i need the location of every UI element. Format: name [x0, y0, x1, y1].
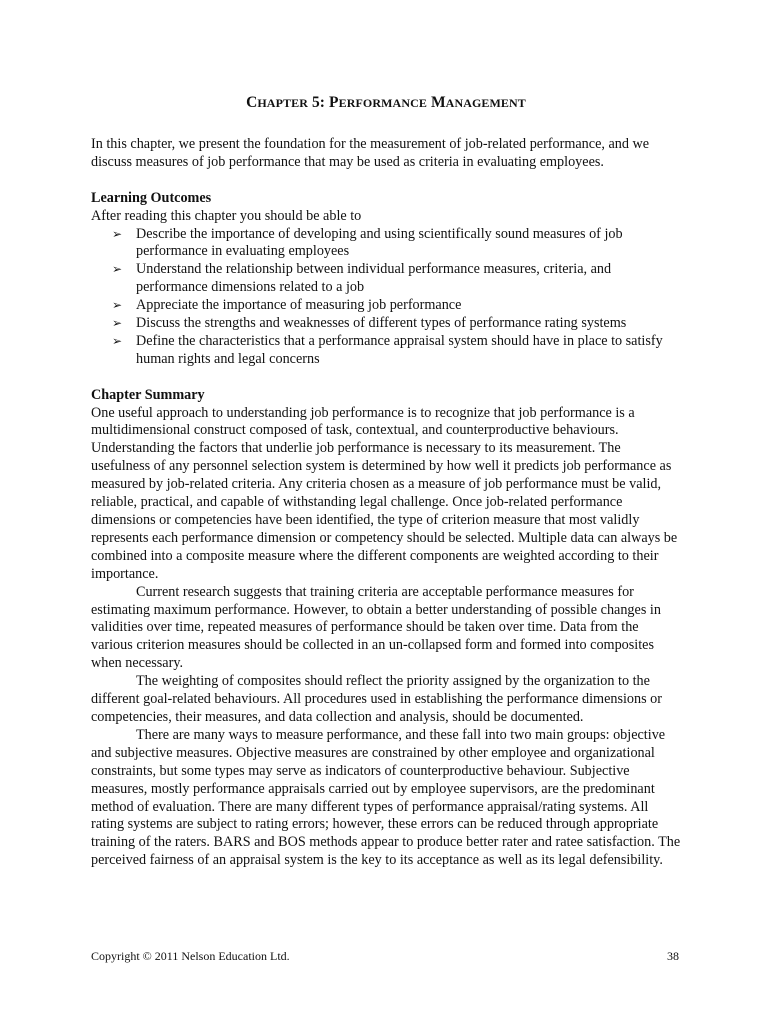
list-item — [91, 297, 681, 315]
arrow-bullet-icon: ➢ — [112, 262, 123, 277]
document-page — [91, 0, 681, 1024]
summary-paragraph: The weighting of composites should reflect the priority assigned by the organization to the different goal-related behaviours. All procedures used in establishing the performance dimensions or competencies, their measures, and data collection and analysis, should be documented. — [91, 673, 663, 725]
title-smallcaps: ERFORMANCE — [338, 96, 427, 110]
copyright-notice: Copyright © 2011 Nelson Education Ltd. — [91, 949, 290, 963]
list-item-text: Discuss the strengths and weaknesses of different types of performance rating systems — [136, 315, 627, 332]
list-item — [91, 261, 681, 297]
title-smallcaps: ANAGEMENT — [445, 96, 526, 110]
summary-paragraph: There are many ways to measure performance, and these fall into two main groups: objective and subjective measures. Objective measures are constrained by other employee and organizational constraints, but some types may serve as indicators of counterproductive behaviour. Subjective measures, mostly performance appraisals carried out by employee supervisors, are the predominant method of evaluation. There are many different types of performance appraisal/rating systems. All rating systems are subject to rating errors; however, these errors can be reduced through appropriate training of the raters. BARS and BOS methods appear to produce better rater and ratee satisfaction. The perceived fairness of an appraisal system is the key to its acceptance as well as its legal defensibility. — [91, 726, 681, 869]
learning-outcomes-heading: Learning Outcomes — [91, 189, 212, 206]
title-letter: M — [430, 94, 446, 111]
spacer — [91, 369, 681, 387]
chapter-title — [91, 94, 681, 112]
list-item — [91, 315, 681, 333]
summary-paragraph: One useful approach to understanding job performance is to recognize that job performance is a multidimensional construct composed of task, contextual, and counterproductive behaviours. Understanding the factors that underlie job performance is necessary to its measurement. The usefulness of any personnel selection system is determined by how well it predicts job performance as measured by job-related criteria. Any criteria chosen as a measure of job performance must be valid, reliable, practical, and capable of withstanding legal challenge. Once job-related performance dimensions or competencies have been identified, the type of criterion measure that most validly represents each performance dimension or competency should be selected. Multiple data can always be combined into a composite measure where the different components are weighted according to their importance. — [91, 404, 678, 582]
learning-outcomes-lead: After reading this chapter you should be able to — [91, 207, 362, 224]
chapter-summary-heading: Chapter Summary — [91, 386, 205, 403]
spacer — [91, 172, 681, 190]
title-letter: P — [329, 94, 339, 111]
arrow-bullet-icon: ➢ — [112, 226, 123, 241]
summary-paragraph: Current research suggests that training criteria are acceptable performance measures for estimating maximum performance. However, to obtain a better understanding of possible changes in validities over time, repeated measures of performance should be taken over time. Data from the various criterion measures should be collected in an un-collapsed form and formed into composites when necessary. — [91, 583, 661, 672]
list-item-text: Define the characteristics that a performance appraisal system should have in place to satisfy human rights and legal concerns — [136, 332, 663, 367]
list-item — [91, 226, 681, 262]
title-number: 5: — [307, 94, 330, 111]
list-item-text: Describe the importance of developing and using scientifically sound measures of job performance in evaluating employees — [136, 225, 623, 260]
arrow-bullet-icon: ➢ — [112, 333, 123, 348]
learning-outcomes-list — [91, 226, 681, 369]
intro-paragraph: In this chapter, we present the foundation for the measurement of job-related performance, and we discuss measures of job performance that may be used as criteria in evaluating employees. — [91, 136, 650, 170]
list-item-text: Understand the relationship between individual performance measures, criteria, and performance dimensions related to a job — [136, 261, 612, 296]
list-item-text: Appreciate the importance of measuring job performance — [136, 297, 462, 314]
title-letter: C — [246, 94, 258, 111]
arrow-bullet-icon: ➢ — [112, 298, 123, 313]
list-item — [91, 333, 681, 369]
page-number: 38 — [667, 949, 679, 963]
title-smallcaps: HAPTER — [257, 96, 308, 110]
arrow-bullet-icon: ➢ — [112, 316, 123, 331]
document-body — [91, 136, 681, 870]
